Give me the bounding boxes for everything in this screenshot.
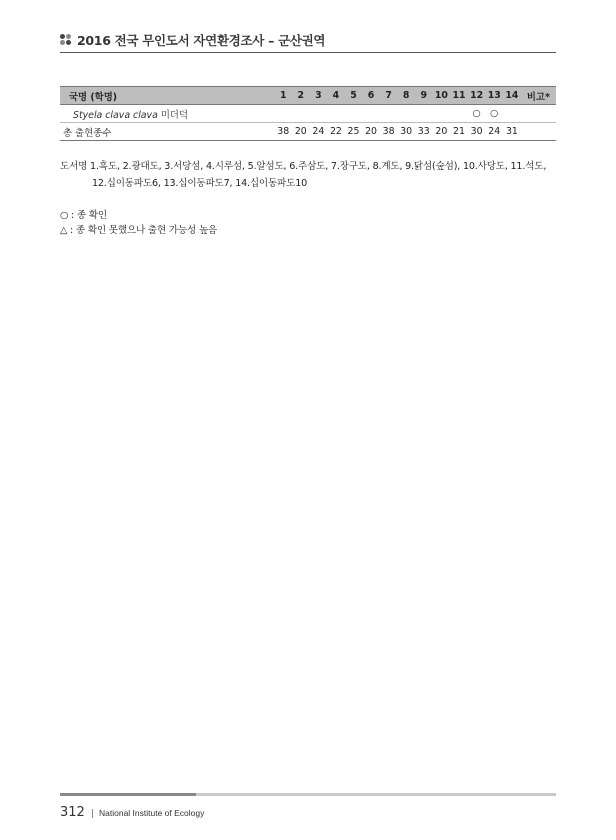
presence-cell [450,105,468,123]
column-header-island: 14 [505,90,519,101]
total-cell: 21 [453,126,465,137]
total-cell: 24 [488,126,501,137]
column-header-island: 3 [315,90,322,101]
column-header-island: 8 [402,90,410,101]
total-cell: 31 [505,126,518,137]
total-cell: 30 [400,126,413,137]
scientific-name: Styela clava clava [73,109,158,121]
column-header-island: 12 [470,90,484,101]
column-header-island: 1 [279,90,287,101]
presence-cell [433,105,451,123]
presence-cell [345,105,363,123]
island-names-line-1: 도서명 1.흑도, 2.광대도, 3.서당섬, 4.시루섬, 5.알섬도, 6.주삼도, 7.장구도, 8.계도, 9.닭섬(숲섬), 10.사당도, 11.석도, [60,161,547,172]
korean-name: 미더덕 [160,109,189,121]
column-header-island: 9 [420,90,428,101]
total-row [60,123,556,141]
page-header [60,31,556,51]
column-header-island: 10 [434,90,448,101]
presence-cell: ○ [485,105,503,123]
presence-cell [362,105,380,123]
total-cell: 20 [294,126,307,137]
header-title: 2016 전국 무인도서 자연환경조사 – 군산권역 [77,33,326,48]
footer-rule-accent [60,793,196,796]
species-table [60,86,556,141]
footer-separator [92,809,93,818]
total-cell: 25 [347,126,360,137]
column-header-island: 4 [332,90,340,101]
total-cell: 38 [277,126,290,137]
presence-cell [292,105,310,123]
total-cell: 20 [435,126,448,137]
presence-cell [274,105,292,123]
island-names-line-2: 12.십이동파도6, 13.십이동파도7, 14.십이동파도10 [92,178,307,189]
total-cell: 22 [329,126,342,137]
column-header-remark: 비고* [526,91,550,103]
total-cell: 20 [365,126,378,137]
species-name-cell [60,105,274,123]
legend-circle: ○ : 종 확인 [60,210,107,221]
total-cell: 33 [417,126,430,137]
presence-cell: ○ [468,105,486,123]
column-header-island: 2 [297,90,305,101]
column-header-island: 7 [385,90,392,101]
presence-cell [327,105,345,123]
table-row [60,105,556,123]
presence-cell [503,105,521,123]
total-cell: 24 [312,126,325,137]
column-header-name: 국명 (학명) [69,91,118,103]
remark-cell [521,105,556,123]
header-dots-icon [60,34,72,46]
presence-cell [380,105,398,123]
column-header-island: 13 [487,90,501,101]
column-header-island: 5 [350,90,357,101]
header-rule [60,52,556,53]
presence-cell [397,105,415,123]
total-cell: 38 [382,126,395,137]
legend-triangle: △ : 종 확인 못했으나 출현 가능성 높음 [60,225,218,236]
page-number: 312 [60,805,85,820]
institute-name: National Institute of Ecology [99,808,205,818]
presence-cell [310,105,328,123]
total-label: 총 출현종수 [63,127,112,139]
column-header-island: 11 [452,90,466,101]
presence-cell [415,105,433,123]
total-cell: 30 [470,126,483,137]
column-header-island: 6 [367,90,375,101]
total-remark-cell [521,123,556,141]
table-header-row [60,87,556,105]
